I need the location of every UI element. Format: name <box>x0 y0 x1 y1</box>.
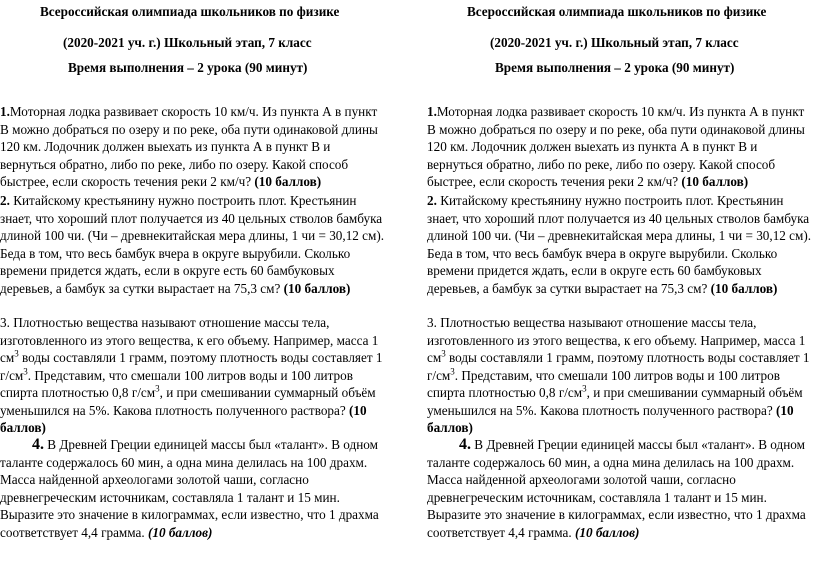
problem-4 <box>427 436 812 541</box>
problem-number: 1. <box>427 104 437 119</box>
problem-3 <box>0 314 385 437</box>
problem-points: (10 баллов) <box>710 280 778 296</box>
problem-text: . Плотностью вещества называют отношение массы тела, изготовленного из этого вещества, к его объему. Например, масса 1 см <box>427 315 806 365</box>
superscript: 3 <box>155 383 160 394</box>
problem-number: 3 <box>427 315 434 330</box>
problem-points: (10 баллов) <box>147 524 213 540</box>
problem-text: , и при смешивании суммарный объём уменьшился на 5%. Какова плотность полученного раствора? <box>0 385 376 418</box>
problem-text: , и при смешивании суммарный объём уменьшился на 5%. Какова плотность полученного раствора? <box>427 385 803 418</box>
problem-1 <box>0 103 385 191</box>
superscript: 3 <box>23 366 28 377</box>
problem-number: 2. <box>427 193 437 208</box>
superscript: 3 <box>582 383 587 394</box>
problem-points: (10 баллов) <box>574 524 640 540</box>
problem-2 <box>0 192 385 297</box>
superscript: 3 <box>450 366 455 377</box>
problem-text: Китайскому крестьянину нужно построить плот. Крестьянин знает, что хороший плот получается из 40 цельных стволов бамбука длиной 100 чи. (Чи – древнекитайская мера длины, 1 чи = 30,12 см). Беда в том, что весь бамбук вчера в округе вырубили. Сколько времени придется ждать, если в округе есть 60 бамбуковых деревьев, а бамбук за сутки вырастает на 75,3 см? <box>427 193 812 296</box>
problem-text: . Представим, что смешали 100 литров воды и 100 литров спирта плотностью 0,8 г/см <box>0 367 353 400</box>
problem-2 <box>427 192 812 297</box>
problem-points: (10 баллов) <box>283 280 351 296</box>
problem-1 <box>427 103 812 191</box>
problem-text: Моторная лодка развивает скорость 10 км/ч. Из пункта А в пункт В можно добраться по озеру и по реке, оба пути одинаковой длины 120 км. Лодочник должен выехать из пункта А в пункт В и вернуться обратно, либо по реке, либо по озеру. Какой способ быстрее, если скорость течения реки 2 км/ч? <box>427 104 805 189</box>
problem-points: (10 баллов) <box>254 174 322 189</box>
problem-text: В Древней Греции единицей массы был «талант». В одном таланте содержалось 60 мин, а одна мина делилась на 100 драхм. Масса найденной археологами золотой чаши, согласно древнегреческим источникам, составляла 1 талант и 15 мин. Выразите это значение в килограммах, если известно, что 1 драхма соответствует 4,4 грамма. <box>427 437 806 540</box>
problem-points: (10 баллов) <box>0 402 367 435</box>
olympiad-title: Всероссийская олимпиада школьников по физике <box>467 4 767 19</box>
problem-text: В Древней Греции единицей массы был «талант». В одном таланте содержалось 60 мин, а одна мина делилась на 100 драхм. Масса найденной археологами золотой чаши, согласно древнегреческим источникам, составляла 1 талант и 15 мин. Выразите это значение в килограммах, если известно, что 1 драхма соответствует 4,4 грамма. <box>0 437 379 540</box>
olympiad-year-stage: (2020-2021 уч. г.) Школьный этап, 7 класс <box>490 35 739 50</box>
problem-3 <box>427 314 812 437</box>
worksheet-copy-left <box>0 0 385 567</box>
problem-number: 3 <box>0 315 7 330</box>
problem-number: 4. <box>459 436 471 453</box>
problem-number: 4. <box>32 436 44 453</box>
olympiad-duration: Время выполнения – 2 урока (90 минут) <box>68 60 308 75</box>
olympiad-title: Всероссийская олимпиада школьников по физике <box>40 4 340 19</box>
olympiad-year-stage: (2020-2021 уч. г.) Школьный этап, 7 класс <box>63 35 312 50</box>
problem-4 <box>0 436 385 541</box>
problem-text: воды составляли 1 грамм, поэтому плотность воды составляет 1 г/см <box>427 350 810 383</box>
problem-number: 2. <box>0 193 10 208</box>
problem-points: (10 баллов) <box>427 402 794 435</box>
problem-text: воды составляли 1 грамм, поэтому плотность воды составляет 1 г/см <box>0 350 383 383</box>
superscript: 3 <box>441 348 446 359</box>
problem-text: Моторная лодка развивает скорость 10 км/ч. Из пункта А в пункт В можно добраться по озеру и по реке, оба пути одинаковой длины 120 км. Лодочник должен выехать из пункта А в пункт В и вернуться обратно, либо по реке, либо по озеру. Какой способ быстрее, если скорость течения реки 2 км/ч? <box>0 104 378 189</box>
problem-text: . Представим, что смешали 100 литров воды и 100 литров спирта плотностью 0,8 г/см <box>427 367 780 400</box>
worksheet-copy-right <box>427 0 812 567</box>
olympiad-duration: Время выполнения – 2 урока (90 минут) <box>495 60 735 75</box>
problem-text: Китайскому крестьянину нужно построить плот. Крестьянин знает, что хороший плот получается из 40 цельных стволов бамбука длиной 100 чи. (Чи – древнекитайская мера длины, 1 чи = 30,12 см). Беда в том, что весь бамбук вчера в округе вырубили. Сколько времени придется ждать, если в округе есть 60 бамбуковых деревьев, а бамбук за сутки вырастает на 75,3 см? <box>0 193 385 296</box>
superscript: 3 <box>14 348 19 359</box>
problem-number: 1. <box>0 104 10 119</box>
problem-points: (10 баллов) <box>681 174 749 189</box>
problem-text: . Плотностью вещества называют отношение массы тела, изготовленного из этого вещества, к его объему. Например, масса 1 см <box>0 315 379 365</box>
